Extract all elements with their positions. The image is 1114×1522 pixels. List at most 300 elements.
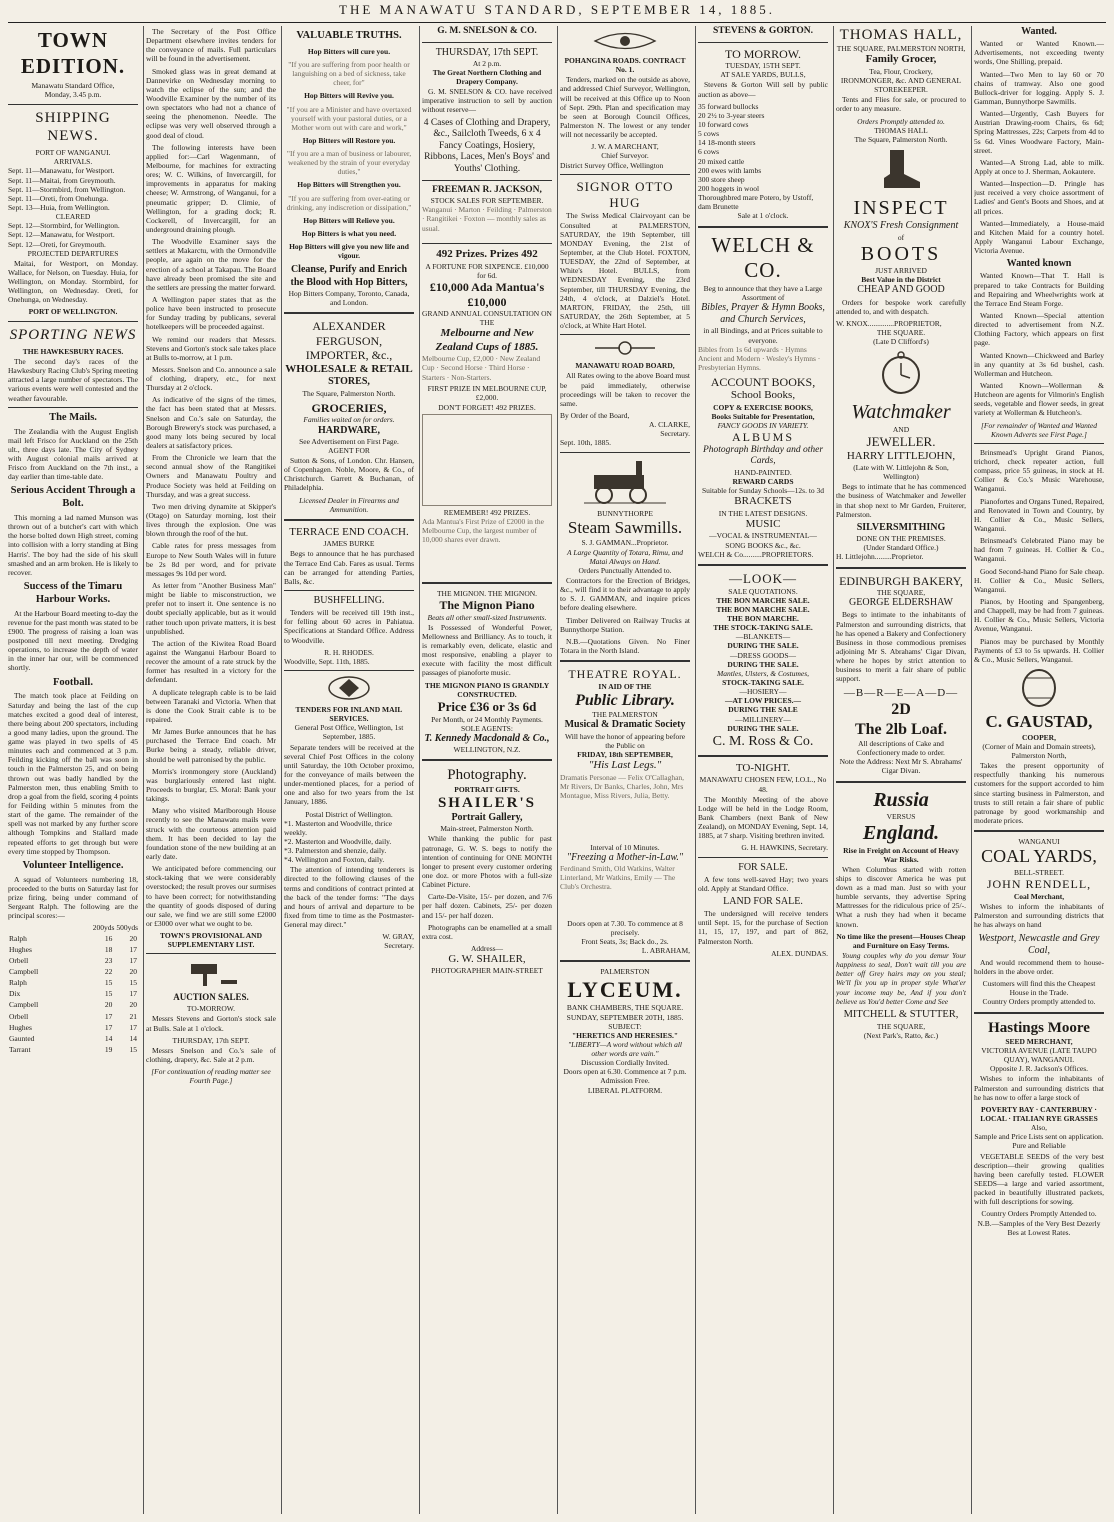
accident-text: This morning a lad named Munson was thrown out of a butcher's cart with which the horse bolted down High street, coming into collision with a lorry standing at Bing Harris'. The boy had the side of his skull smashed and an arm broken. He is likely to recover. [8,513,138,577]
bell-street: BELL-STREET. [1013,868,1065,878]
public-library: Public Library. [575,691,675,709]
low-prices: —AT LOW PRICES.— [724,696,802,706]
score-value: 18 [104,944,113,954]
abraham-sign: L. ABRAHAM, [641,946,690,956]
admission: Admission Free. [600,1076,650,1086]
arrival-item: Sept. 11—Oreti, from Onehunga. [8,193,109,203]
tea-flour: Tea, Flour, Crockery, [869,66,933,76]
news-item: The action of the Kiwitea Road Board against the Wanganui Harbour Board to recover the amount of a rate struck by the former has resulted in a victory for the defendant. [146,638,276,685]
stock-sales-heading: STOCK SALES FOR SEPTEMBER. [430,196,544,206]
mail-route: *3. Palmerston and shenzie, daily. [284,846,387,856]
score-name: Campbell [9,1000,39,1010]
road-by-order: By Order of the Board, [560,410,630,420]
stock-item: 14 18-month steers [698,138,756,148]
farce-title: "Freezing a Mother-in-Law." [566,851,684,863]
cakes-text: All descriptions of Cake and Confectionery made to order. [857,739,945,758]
hosiery: —HOSIERY— [739,687,787,697]
piano-item: Brinsmead's Upright Grand Pianos, trichord, check repeater action, full compass, price 55 guineas, in stock at H. Collier & Co.'s Music Warehouse, Wanganui. [974,447,1104,494]
dress-goods: —DRESS GOODS— [729,650,797,660]
first-prize: FIRST PRIZE IN MELBOURNE CUP, £2,000. [427,384,547,403]
latest-designs: IN THE LATEST DESIGNS. [718,508,808,518]
stock-taking-sale: STOCK-TAKING SALE. [722,678,804,688]
masthead: THE MANAWATU STANDARD, SEPTEMBER 14, 1885. [8,2,1106,23]
lyceum-town: PALMERSTON [600,967,650,977]
knox-square: THE SQUARE. [876,327,926,337]
bushfelling-heading: BUSHFELLING. [313,594,385,606]
stock-item: Thoroughbred mare Potero, by Ustoff, dam Brunette [698,193,814,212]
lyceum-date: SUNDAY, SEPTEMBER 20TH, 1885. [566,1012,684,1022]
no-time: No time like the present—Houses Cheap and Furniture on Easy Terms. [836,931,966,950]
grand-consultation: GRAND ANNUAL CONSULTATION ON THE [422,309,552,328]
coal-types: Westport, Newcastle and Grey Coal, [978,932,1100,956]
score-value: 22 [104,966,113,976]
prize-table [422,414,552,506]
news-item: As indicative of the signs of the times, the fact has been stated that at Messrs. Snelson and Co.'s sale on Saturday, the Borough Brewery's stock was purchased, a good many lots being secured by local dealers at satisfactory prices. [146,395,276,451]
score-name: Hughes [9,944,32,954]
news-item: Cable rates for press messages from Europe to New South Wales will in future be 2s 8d per word, and for private messages 9s 10d per word. [146,541,276,578]
under-standard: (Under Standard Office.) [863,543,939,553]
arrival-item: Sept. 11—Manawatu, for Westport. [8,166,115,176]
news-item: Messrs. Snelson and Co. announce a sale of clothing, drapery, etc., for next Thursday at 2 o'clock. [146,364,276,393]
rye-grasses: POVERTY BAY · CANTERBURY · LOCAL · ITALIAN RYE GRASSES [980,1104,1098,1124]
score-value: 15 [129,978,137,988]
score-row [8,1011,138,1022]
nb-samples: N.B.—Samples of the Very Best Dezerly Bes at Lowest Rates. [977,1218,1101,1237]
versus: VERSUS [886,811,916,821]
score-value: 23 [104,955,113,965]
score-name: Ralph [9,978,27,988]
lodge-meeting: The Monthly Meeting of the above Lodge will be held in the Lodge Room, Bank Chambers (next Bank of New Zealand), on MONDAY Evening, Sept. 14, 1885, at 7 sharp. Visiting brethren invited. [698,794,828,841]
wanted-known-item: Wanted Known—Special attention directed to advertisement from N.Z. Clothing Factory, which appears on first page. [974,311,1104,348]
wanted-known-heading: Wanted known [1006,258,1072,270]
timber-delivered: Timber Delivered on Railway Trucks at Bunnythorpe Station. [560,615,690,634]
quotations-text: N.B.—Quotations Given. No Finer Totara in the North Island. [560,636,690,655]
wanted-item: Wanted or Wanted Known.—Advertisements, not exceeding twenty words, One Shilling, prepaid. [974,39,1104,67]
score-value: 20 [129,933,137,943]
column-hall-knox [836,26,966,1514]
cleared-item: Sept. 12—Manawatu, for Westport. [8,230,115,240]
england-heading: England. [862,822,940,845]
licensed-dealer: Licensed Dealer in Firearms and Ammunition. [299,495,399,514]
coal-yards: COAL YARDS, [981,846,1097,867]
storekeeper: STOREKEEPER. [874,85,928,95]
bunnythorpe: BUNNYTHORPE [597,508,653,518]
column-town-edition [8,26,138,1514]
cheapest-house: Customers will find this the Cheapest House in the Trade. [982,979,1096,998]
shailer-name: SHAILER'S [437,794,537,811]
burke-text: Begs to announce that he has purchased the Terrace End Cab. Fares as usual. Terms can be arranged for attending Parties, Balls, &c. [284,549,414,586]
score-value: 17 [129,944,137,954]
score-name: Dix [9,989,21,999]
reward-text: Suitable for Sunday Schools—12s. to 3d [701,486,825,496]
bindings: in all Bindings, and at Prices suitable to everyone. [703,326,823,345]
melbourne-cups: Melbourne and New Zealand Cups of 1885. [435,327,539,353]
doors-open: Doors open at 7.30. To commence at 8 precisely. [567,918,683,937]
prizes-heading: 492 Prizes. Prizes 492 [436,248,538,261]
arrival-item: Sept. 11—Maitai, from Greymouth. [8,175,116,185]
ferguson-wholesale: WHOLESALE & RETAIL [285,363,413,375]
mails-text: The Zealandia with the August English mail left Frisco for Auckland on the 25th ult., three days late. The City of Sydney with August colonial mails arrived at Frisco from Auckland on the 7th inst., a day earlier than time-table date. [8,426,138,482]
seed-merchant: SEED MERCHANT, [1005,1036,1073,1046]
auction-thursday: THURSDAY, 17th SEPT. [172,1035,250,1045]
mignon-sub: Beats all other small-sized Instruments. [427,612,547,622]
news-item: The Secretary of the Post Office Department elsewhere invites tenders for the conveyance of mails. Full particulars will be found in the advertisement. [146,27,276,64]
marchant: J. W. A MARCHANT, [591,142,659,152]
secretary: Secretary. [384,941,414,951]
mails-heading: The Mails. [49,411,97,423]
score-row [8,988,138,999]
piano-item: Pianos, by Hooting and Spangenberg, and Chappell, may be had from 7 guineas. H. Collier & Co., Music Sellers, Victoria Avenue, Wanganui. [974,596,1104,634]
timber-stock: A Large Quantity of Totara, Rimu, and Matai Always on Hand. [567,547,683,566]
lyceum-heading: LYCEUM. [567,976,683,1002]
bon-marche: THE BON MARCHE SALE. [716,595,810,605]
look-heading: —LOOK— [728,570,798,586]
orders-punctual: Orders Punctually Attended to. [578,565,672,575]
wanted-known-item: Wanted Known—Chickweed and Barley in any quantity at 3s 6d bushel, cash. Wollerman and Hutcheon. [974,350,1104,378]
score-row [8,1022,138,1033]
land-text: The undersigned will receive tenders until Sept. 15, for the purchase of Section 11, 15, 17, 197, and part of 862, Palmerston North. [698,909,828,946]
hop-line: Hop Bitters will Strengthen you. [297,180,401,190]
lyceum-subject: "HERETICS AND HERESIES." [571,1030,679,1040]
steam-engine-icon [580,457,670,505]
snelson-time: At 2 p.m. [472,58,502,68]
liberty-quote: "LIBERTY—A word without which all other words are vain." [568,1039,682,1059]
tents-text: Tents and Flies for sale, or procured to order to any measure. [836,95,966,114]
vocal: —VOCAL & INSTRUMENTAL— [709,531,817,541]
reward-cards: REWARD CARDS [732,477,794,487]
portrait-gifts: PORTRAIT GIFTS. [454,784,520,794]
score-row [8,955,138,966]
prize-rules: Ada Mantua's First Prize of £2000 in the Melbourne Cup, the largest number of 10,000 shares ever drawn. [422,516,544,545]
seat-prices: Front Seats, 3s; Back do., 2s. [581,937,669,947]
chief-surveyor: Chief Surveyor. [601,151,649,161]
score-name: Ralph [9,933,27,943]
column-hop-bitters [284,26,414,1514]
bushfelling-sign: R. H. RHODES. [324,647,374,657]
score-value: 15 [104,978,113,988]
score-value: 15 [104,989,113,999]
stock-item: 35 forward bullocks [698,101,759,111]
families-note: Families waited on for orders. [303,415,395,425]
lyceum-address: BANK CHAMBERS, THE SQUARE. [566,1003,684,1013]
littlejohn-proprietor: H. Littlejohn.........Proprietor. [836,552,924,562]
orders-promptly: Orders Promptly attended to. [857,116,945,126]
stock-item: 200 ewes with lambs [698,165,762,175]
victoria-avenue: VICTORIA AVENUE (LATE TAUPO QUAY), WANGANUI. [981,1046,1097,1065]
cheap-good: CHEAP AND GOOD [857,284,945,296]
hall-sign: THOMAS HALL [874,125,928,135]
shailer-sign: G. W. SHAILER, [448,953,526,966]
score-row [8,944,138,955]
aida-heading: £10,000 Ada Mantua's £10,000 [429,279,545,309]
russia-heading: Russia [873,788,929,811]
football-heading: Football. [53,676,93,688]
wanted-item: Wanted—Urgently, Cash Buyers for Austrian Drawing-room Chairs, 6s 6d; Spring Mattresses, 22s; Carpets from 4d to 5s 6d. Vines Woodware Factory, Main-street. [974,109,1104,155]
shailer-enamel: Photographs can be enamelled at a small extra cost. [422,922,552,941]
mignon-text: Is Possessed of Wonderful Power, Mellowness and Brilliancy. As to touch, it is remarkably even, delicate, elastic and most responsive, enabling a player to execute with facility the most difficult passages of pianoforte music. [422,622,552,678]
kennedy-city: WELLINGTON, N.Z. [453,745,521,755]
shailer-prices: Carte-De-Visite, 15/- per dozen, and 7/6 per half dozen. Cabinets, 25/- per dozen and 15/- per half dozen. [422,892,552,920]
friday-date: FRIDAY, 18th SEPTEMBER, [577,749,673,759]
groceries: GROCERIES, [311,400,387,415]
to-morrow: TO MORROW. [724,46,801,61]
chosen-few: MANAWATU CHOSEN FEW, I.O.L., No 48. [699,775,827,794]
hop-line: Hop Bitters will cure you. [307,46,391,56]
just-arrived: JUST ARRIVED [875,266,927,276]
hand-painted: HAND-PAINTED. [734,467,792,477]
fortune: A FORTUNE FOR SIXPENCE. £10,000 for 6d. [425,261,549,280]
news-item: Mr James Burke announces that he has purchased the Terrace End coach. Mr Burke being a steady, reliable driver, should be well patronised by the public. [146,727,276,764]
news-item: Smoked glass was in great demand at Dannevirke on Wednesday morning to watch the eclipse of the sun; and the Woodville Examiner by the number of its own spectators who had not a chance of seeing the phenomenon. Needle. The eclipse was very well observed through a good deal of cloud. [146,66,276,140]
bakery-square: THE SQUARE, [876,588,926,598]
during-sale: DURING THE SALE [728,705,798,715]
ferguson-name: ALEXANDER FERGUSON, [312,319,386,348]
in-aid: IN AID OF THE [598,681,652,691]
ferguson-importer: IMPORTER, &c., [305,348,393,363]
postal-district: Postal District of Wellington. [305,809,393,819]
shailer-gallery: Portrait Gallery, [451,812,523,824]
of-label: of [897,232,905,242]
school-books: School Books, [730,389,796,402]
stock-taking-sale: THE STOCK-TAKING SALE. [713,623,813,633]
and-label: AND [892,424,910,434]
young-couple-verse: Young couples why do you demur Your happiness to seal, Don't wait till you are better off Grey hairs may on you steal; We'll fix you up in proper style What'er your income may be, And if you don't believe us You'd better Come and See [836,951,966,1006]
agent-for: AGENT FOR [328,445,370,455]
columbus-text: When Columbus started with rotten ships to discover America he was put down as a mad man. Just so with your humble servants, they advertise Spring Mattresses for the ridiculous price of 25/-. What a rush they had when it became known. [836,864,966,929]
rendell-text: Wishes to inform the inhabitants of Palmerston and surrounding districts that he has always on hand [974,902,1104,930]
valuable-truths-heading: VALUABLE TRUTHS. [296,30,402,41]
score-name: Orbell [9,1011,29,1021]
bakery-address-note: Note the Address: Next Mr S. Abrahams' Cigar Divan. [839,757,963,776]
mignon-price: Price £36 or 3s 6d [437,698,537,714]
gamman: S. J. GAMMAN...Proprietor. [581,538,669,548]
hall-address: The Square, Palmerston North. [854,134,948,144]
knox-proprietor: W. KNOX..............PROPRIETOR, [836,318,942,328]
mail-route: *1. Masterton and Woodville, thrice weekly. [284,818,392,837]
cast-list: Dramatis Personae — Felix O'Callaghan, Mr Rivers, Dr Banks, Charles, John, Mrs Montague, Miss Rivers, Julia, Betty. [560,772,685,800]
crest-icon [590,30,660,52]
rendell-name: JOHN RENDELL, [986,877,1092,892]
gaustad-corner: (Corner of Main and Domain streets), Palmerston North, [982,741,1096,760]
volunteer-text: A squad of Volunteers numbering 18, proceeded to the butts on Saturday last for prize firing, being under command of Sergeant Ralph. The following are the principal scores:— [8,874,138,921]
boot-icon [876,148,926,192]
ferguson-address: The Square, Palmerston North. [302,388,396,398]
great-northern: The Great Northern Clothing and Drapery Company. [432,67,542,87]
watchmaker-heading: Watchmaker [851,401,951,424]
sale-time: Sale at 1 o'clock. [737,211,789,221]
dundas: ALEX. DUNDAS. [771,948,828,958]
score-name: Hughes [9,1022,32,1032]
inspect-heading: INSPECT [853,196,949,219]
wanted-item: Wanted—Two Men to lay 60 or 70 chains of tramway. Also one good Bullock-driver for logging. Apply S. J. Gamman, Bunnythorpe Sawmills. [974,69,1104,107]
volunteer-heading: Volunteer Intelligence. [22,859,124,871]
towns-list-heading: TOWN'S PROVISIONAL AND SUPPLEMENTARY LIST. [160,931,262,950]
bon-marche: THE BON MARCHE SALE. [716,604,810,614]
column-stevens-welch [698,26,828,1514]
photography-heading: Photography. [447,767,527,784]
photo-cards: Photograph Birthday and other Cards, [702,444,824,467]
timaru-text: At the Harbour Board meeting to-day the revenue for the past month was stated to be £900. The progress of raising a loan was postponed till next meeting. Dredging operations, to increase the depth of water in the inner har our, will be commenced shortly. [8,608,138,673]
scores-table [8,933,138,1056]
sporting-heading: SPORTING NEWS [9,326,137,343]
george-text: Begs to intimate to the inhabitants of Palmerston and surrounding districts, that he has opened a Bakery and Confectionery Business in those commodious premises adjoining Mr S. Abrahams' Cigar Divan, where he hopes by strict attention to business to merit a fair share of public support. [836,610,966,684]
auction-tomorrow: TO-MORROW. [186,1004,236,1014]
mail-route: *2. Masterton and Woodville, daily. [284,836,392,846]
news-item: We anticipated before commencing our stock-taking that we were considerably overstocked; the result proves our surmises to have been correct; for notwithstanding the quantity of goods disposed of during our sale, we find we are still some £2000 or £3000 over what we ought to be. [146,864,276,928]
gray-sign: W. GRAY, [382,932,414,942]
score-name: Campbell [9,966,39,976]
mitchell-square: THE SQUARE, [876,1021,926,1031]
score-value: 21 [129,1011,137,1021]
contractors-text: Contractors for the Erection of Bridges, &c., will find it to their advantage to apply to S. J. GAMMAN, and inquire prices before dealing elsewhere. [560,575,690,613]
silversmithing: SILVERSMITHING [856,521,946,533]
news-item: Two men driving dynamite at Skipper's (Otago) on Saturday morning, lost their lives through the explosion. One was blown through the roof of the hut. [146,501,276,539]
wanted-heading: Wanted. [1021,26,1057,37]
column-snelson-prizes [422,26,552,1514]
during-sale: DURING THE SALE. [727,641,799,651]
score-value: 17 [129,955,137,965]
snelson-thursday: THURSDAY, 17th SEPT. [435,46,539,58]
george-name: GEORGE ELDERSHAW [849,597,953,609]
pohangina-text: Tenders, marked on the outside as above, and addressed Chief Surveyor, Wellington, will be received at this Office up to Noon of Sept. 29th. Plan and specification may be seen at Borough Council Offices, Palmerston N. The lowest or any tender will not necessarily be accepted. [560,75,690,140]
stock-item: 300 store sheep [698,174,745,184]
cooper: COOPER, [1022,732,1056,742]
welch-proprietors: WELCH & Co..........PROPRIETORS. [698,549,814,559]
cleared-heading: CLEARED [55,212,91,222]
score-value: 17 [129,989,137,999]
lyceum-subject-label: SUBJECT: [608,1021,642,1031]
news-item: A Wellington paper states that as the police have been instructed to prosecute for Sunday trading by publicans, several hotelkeepers will be proceeded against. [146,294,276,332]
palmerston-label: THE PALMERSTON [592,710,658,720]
interval: Interval of 10 Minutes. [590,842,660,852]
family-grocer: Family Grocer, [865,53,937,66]
during-sale: DURING THE SALE. [727,723,799,733]
column-wanted [974,26,1104,1514]
scores-header: 200yds 500yds [92,923,138,933]
news-item: The following interests have been applied for:—Carl Wagenmann, of Melbourne, for machines for extracting ores; W. C. Wilkins, of Invercargill, for improvements in apparatus for making cheese; W. Armstrong, of Wanganui, for a pneumatic gripper; D. Climie, of Wellington, for a grading dock; R. Cockerell, of Invercargill, for an underground draining plough. [146,142,276,234]
during-sale: DURING THE SALE. [727,659,799,669]
hardware: HARDWARE, [318,424,380,436]
wanganui-label: WANGANUI [1018,837,1060,847]
steam-sawmills: Steam Sawmills. [567,517,683,537]
prize-details: Melbourne Cup, £2,000 · New Zealand Cup · Second Horse · Third Horse · Starters · Non-Starters. [422,354,541,382]
bon-marche: THE BON MARCHE. [727,614,799,624]
road-date: Sept. 10th, 1885. [560,438,612,448]
see-advert: See Advertisement on First Page. [299,436,399,446]
shailer-text: While thanking the public for past patronage, G. W. S. begs to notify the intention of continuing for ONE MONTH longer to present every customer ordering one doz. or more Photos with a full-size Cabinet Picture. [422,834,552,890]
edition-date: Monday, 3.45 p.m. [44,90,102,100]
terrace-coach-heading: TERRACE END COACH. [289,525,409,538]
score-value: 20 [129,966,137,976]
country-orders: Country Orders promptly attended to. [982,997,1096,1007]
piano-item: Pianos may be purchased by Monthly Payments of £3 to 5s upwards. H. Collier & Co., Music Sellers, Wanganui. [974,636,1104,664]
piano-item: Good Second-hand Piano for Sale cheap. H. Collier & Co., Music Sellers, Wanganui. [974,566,1104,594]
tuesday-date: TUESDAY, 15TH SEPT. [725,61,801,71]
coal-recommend: And would recommend them to house-holders in the above order. [974,957,1104,977]
arrivals-heading: ARRIVALS. [53,157,93,167]
score-row [8,977,138,988]
harry-name: HARRY LITTLEJOHN, [846,449,956,462]
arrival-item: Sept. 11—Stormbird, from Wellington. [8,184,126,194]
news-item: Many who visited Marlborough House recently to see the Manawatu mails were struck with the courteous attention paid them. It has been decided to lay the foundation stone of the new building at an early date. [146,806,276,861]
stevens-heading: STEVENS & GORTON. [712,26,814,36]
shipping-heading: SHIPPING NEWS. [35,109,111,144]
bread-heading: —B—R—E—A—D— [843,686,959,699]
road-board-text: All Rates owing to the above Board must be paid immediately, otherwise proceedings will be taken to recover the same. [560,371,690,408]
score-row [8,966,138,977]
column-rule [419,26,420,1514]
news-item: We remind our readers that Messrs. Stevens and Gorton's stock sale takes place at Bulls to-morrow, at 1 p.m. [146,334,276,362]
score-value: 20 [129,1000,137,1010]
piano-item: Pianofortes and Organs Tuned, Repaired, and Renovated in Town and Country, by H. Collier & Co., Music Sellers, Wanganui. [974,496,1104,533]
score-row [8,999,138,1010]
jeweller-heading: JEWELLER. [866,433,936,449]
remember-prizes: REMEMBER! 492 PRIZES. [443,507,531,517]
clarke: A. CLARKE, [648,420,690,430]
vegetable-seeds: VEGETABLE SEEDS of the very best description—their growing qualities having been carefully tested. FLOWER SEEDS—a large and varied assortment, packed in beautifully illustrated packets, with full descriptions for sowing. [974,1151,1104,1207]
auction-hammer-icon [181,958,241,988]
dont-forget: DON'T FORGET! 492 PRIZES. [438,402,536,412]
mignon-piano-heading: The Mignon Piano [439,597,535,612]
remainder-note: [For remainder of Wanted and Wanted Known Adverts see First Page.] [980,420,1098,439]
score-name: Tarrant [9,1044,31,1054]
account-books: ACCOUNT BOOKS, [710,374,816,389]
musical-society: Musical & Dramatic Society [564,719,686,731]
news-item: The Woodville Examiner says the settlers at Makarctu, with the Ormondville people, are again on the move for the erection of a school at Takapau. The Board have already been promised the site and the settlers are pressing the matter forward. [146,237,276,292]
hawkesbury-text: The second day's races of the Hawkesbury Racing Club's Spring meeting attracted a large number of spectators. The various events were well contested and the weather favourable. [8,357,138,403]
mitchell-next: (Next Park's, Ratto, &c.) [863,1030,939,1040]
bushfelling-date: Woodville, Sept. 11th, 1885. [284,656,370,666]
kennedy-macdonald: T. Kennedy Macdonald & Co., [424,732,550,744]
knox-consignment: KNOX'S Fresh Consignment [843,220,959,232]
score-value: 14 [104,1033,113,1043]
stock-sales-list: Wanganui · Marton · Feilding · Palmerston · Rangitikei · Foxton — monthly sales as usual. [422,205,552,233]
freight-rise: Rise in Freight on Account of Heavy War Risks. [843,845,959,864]
mignon-repeat: THE MIGNON. THE MIGNON. [436,588,538,598]
hop-line: Hop Bitters will give you new life and vigour. [289,242,409,261]
tonight: TO-NIGHT. [735,761,791,774]
sale-yards: AT SALE YARDS, BULLS, [720,70,806,80]
continuation-note: [For continuation of reading matter see Fourth Page.] [151,1067,271,1086]
hastings-text: Wishes to inform the inhabitants of Palmerston and surrounding districts that he has now to offer a large stock of [974,1074,1104,1102]
signor-text: The Swiss Medical Clairvoyant can be Consulted at PALMERSTON, SATURDAY, the 19th September, till MONDAY Evening, the 21st of September, at the Club Hotel. FOXTON, TUESDAY, the 22nd of September, at White's Hotel. BULLS, from WEDNESDAY Evening, the 23rd September, till THURSDAY Evening, the 24th, 4 o'clock, at Dalziel's Hotel. MARTON, FRIDAY, the 25th, till SATURDAY, the 26th September, at 5 o'clock, at White Hart Hotel. [560,211,690,331]
news-item: As letter from "Another Business Man" might be liable to misconstruction, we prefer not to insert it. One sentence is no doubt specially applicable, but as it would rather touch upon private matters, it is best unpublished. [146,581,276,636]
stock-item: 20 mixed cattle [698,156,745,166]
welch-intro: Beg to announce that they have a Large Assortment of [703,283,823,302]
albums: ALBUMS [731,430,794,445]
play-title: "His Last Legs." [588,759,662,772]
cleanse-text: Cleanse, Purify and Enrich the Blood with Hop Bitters, [290,264,408,288]
sg-text: Stevens & Gorton Will sell by public auction as above— [698,80,828,99]
stock-item: 6 cows [698,147,720,157]
hop-line: Hop Bitters will Relieve you. [303,215,395,225]
wanted-item: Wanted—Immediately, a House-maid and Kitchen Maid for a country hotel. Apply Wanganui Labour Exchange, Victoria Avenue. [974,218,1104,256]
snelson-text: G. M. SNELSON & CO. have received imperative instruction to sell by auction without reserve— [422,87,552,115]
bibles: Bibles, Prayer & Hymn Books, and Church Services, [701,302,825,326]
column-rule [557,26,558,1514]
loaf-heading: The 2lb Loaf. [854,720,947,738]
mantles: Mantles, Ulsters, & Costumes, [716,668,810,678]
gaustad-heading: C. GAUSTAD, [985,711,1093,731]
snelson-cases: 4 Cases of Clothing and Drapery, &c., Sailcloth Tweeds, 6 x 4 Fancy Coatings, Hosiery, Ribbons, Laces, Men's Boys' and Youths' Clothing. [423,117,551,174]
score-value: 15 [129,1044,137,1054]
hop-filler: "If you are a Minister and have overtaxed yourself with your pastoral duties, or a Mother worn out with care and work," [286,104,412,132]
hall-square: THE SQUARE, PALMERSTON NORTH, [836,44,966,54]
snelson-heading: G. M. SNELSON & CO. [437,26,537,36]
millinery: —MILLINERY— [735,714,791,724]
attention-text: The attention of intending tenderers is directed to the following clauses of the terms and conditions of contract printed at the back of the tender forms: "The days and hours of arrival and departure to be fixed from time to time as the Postmaster-General may direct." [284,865,414,930]
ironmonger: IRONMONGER, &c. AND GENERAL [840,75,962,85]
